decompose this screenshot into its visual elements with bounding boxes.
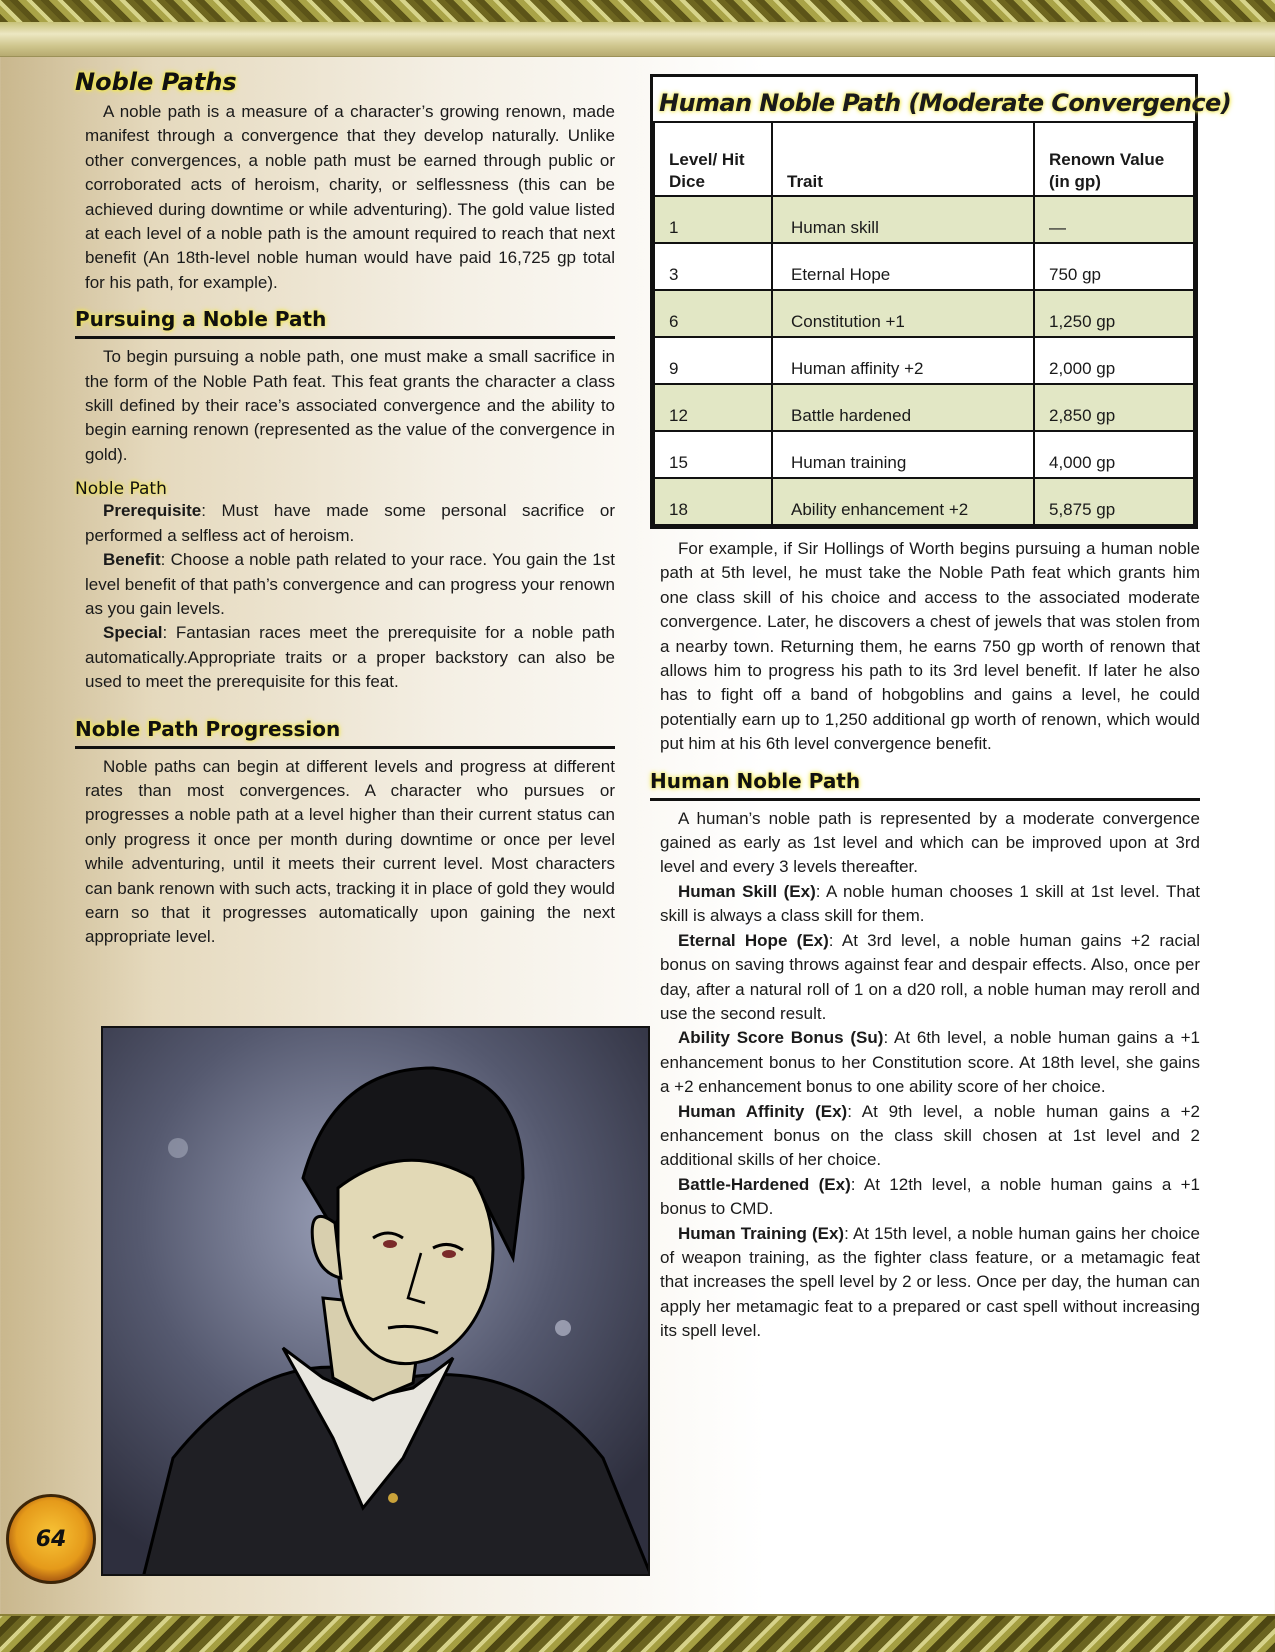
human-skill-label: Human Skill (Ex) bbox=[678, 881, 816, 901]
cell-renown: 2,000 gp bbox=[1034, 337, 1194, 384]
ability-score-text: : At 6th level, a noble human gains a +1 enhancement bonus to her Constitution score. At 18th level, she gains a +2 enhancement bonus to one ability score of her choice. bbox=[660, 1028, 1201, 1097]
cell-level: 6 bbox=[654, 290, 772, 337]
benefit-label: Benefit bbox=[103, 550, 161, 570]
human-training-label: Human Training (Ex) bbox=[678, 1223, 845, 1243]
table-row bbox=[654, 290, 1194, 337]
battle-hardened-text: : At 12th level, a noble human gains a +1 bonus to CMD. bbox=[660, 1174, 1200, 1219]
human-noble-path-table bbox=[650, 74, 1232, 529]
cell-trait: Eternal Hope bbox=[772, 243, 1034, 290]
cell-level: 9 bbox=[654, 337, 772, 384]
header-trait: Trait bbox=[772, 122, 1034, 196]
human-affinity-entry bbox=[650, 1100, 1200, 1173]
progression-title: Noble Path Progression bbox=[75, 717, 615, 749]
pursuing-title: Pursuing a Noble Path bbox=[75, 307, 615, 339]
header-renown: Renown Value (in gp) bbox=[1034, 122, 1194, 196]
portrait-drawing bbox=[103, 1028, 650, 1576]
table-row bbox=[654, 431, 1194, 478]
cell-renown: 2,850 gp bbox=[1034, 384, 1194, 431]
feat-benefit bbox=[75, 548, 615, 621]
example-paragraph: For example, if Sir Hollings of Worth begins pursuing a human noble path at 5th level, he must take the Noble Path feat which grants him one class skill of his choice and access to the associated moderate convergence. Later, he discovers a chest of jewels that was stolen from a nearby town. Returning them, he earns 750 gp worth of renown that allows him to progress his path to its 3rd level benefit. If later he also has to fight off a band of hobgoblins and gains a level, he could potentially earn up to 1,250 additional gp worth of renown, which would put him at his 6th level convergence benefit. bbox=[660, 539, 1200, 754]
noble-portrait-illustration bbox=[101, 1026, 650, 1576]
cell-level: 1 bbox=[654, 196, 772, 243]
top-parchment-band bbox=[0, 22, 1275, 57]
eternal-hope-entry bbox=[650, 929, 1200, 1027]
cell-renown: 5,875 gp bbox=[1034, 478, 1194, 525]
battle-hardened-label: Battle-Hardened (Ex) bbox=[678, 1174, 851, 1194]
pursuing-paragraph: To begin pursuing a noble path, one must make a small sacrifice in the form of the Noble Path feat. This feat grants the character a class skill defined by their race’s associated convergence and the ability to begin earning renown (represented as the value of the convergence in gold). bbox=[85, 347, 615, 464]
human-skill-text: : A noble human chooses 1 skill at 1st level. That skill is always a class skill for them. bbox=[660, 881, 1200, 926]
human-affinity-label: Human Affinity (Ex) bbox=[678, 1101, 848, 1121]
noble-paths-paragraph: A noble path is a measure of a character’s growing renown, made manifest through a convergence that they develop naturally. Unlike other convergences, a noble path must be earned through public or corroborated acts of heroism, charity, or selflessness (this can be achieved during downtime or while adventuring). The gold value listed at each level of a noble path is the amount required to reach that next benefit (An 18th-level noble human would have paid 16,725 gp total for his path, for example). bbox=[85, 102, 615, 292]
cell-renown: 4,000 gp bbox=[1034, 431, 1194, 478]
bottom-decorative-border bbox=[0, 1614, 1275, 1652]
special-text: : Fantasian races meet the prerequisite for a noble path automatically.Appropriate traits or a proper backstory can also be used to meet the prerequisite for this feat. bbox=[85, 623, 615, 692]
benefit-text: : Choose a noble path related to your race. You gain the 1st level benefit of that path’s convergence and can progress your renown as you gain levels. bbox=[85, 550, 615, 618]
human-training-entry bbox=[650, 1222, 1200, 1344]
table-row bbox=[654, 337, 1194, 384]
right-column bbox=[650, 74, 1232, 1344]
cell-renown: — bbox=[1034, 196, 1194, 243]
cell-trait: Human skill bbox=[772, 196, 1034, 243]
cell-trait: Human training bbox=[772, 431, 1034, 478]
eternal-hope-label: Eternal Hope (Ex) bbox=[678, 930, 829, 950]
human-intro-paragraph: A human’s noble path is represented by a moderate convergence gained as early as 1st level and which can be improved upon at 3rd level and every 3 levels thereafter. bbox=[660, 808, 1200, 877]
cell-renown: 750 gp bbox=[1034, 243, 1194, 290]
cell-trait: Constitution +1 bbox=[772, 290, 1034, 337]
ability-score-label: Ability Score Bonus (Su) bbox=[678, 1028, 884, 1048]
progression-paragraph: Noble paths can begin at different levels and progress at different rates than most convergences. A character who pursues or progresses a noble path at a level higher than their current status can only progress it once per month during downtime or once per level while adventuring, until it meets their current level. Most characters can bank renown with such acts, tracking it in place of gold they would earn so that it progresses automatically upon gaining the next appropriate level. bbox=[85, 756, 615, 947]
cell-level: 15 bbox=[654, 431, 772, 478]
feat-prerequisite bbox=[75, 499, 615, 548]
eternal-hope-text: : At 3rd level, a noble human gains +2 racial bonus on saving throws against fear and despair effects. Also, once per day, after a natural roll of 1 on a d20 roll, a noble human may reroll and use the second result. bbox=[660, 930, 1200, 1023]
human-affinity-text: : At 9th level, a noble human gains a +2 enhancement bonus on the class skill chosen at 1st level and 2 additional skills of her choice. bbox=[660, 1101, 1201, 1170]
table-row bbox=[654, 384, 1194, 431]
cell-trait: Ability enhancement +2 bbox=[772, 478, 1034, 525]
cell-trait: Battle hardened bbox=[772, 384, 1034, 431]
table-row bbox=[654, 478, 1194, 525]
battle-hardened-entry bbox=[650, 1173, 1200, 1222]
left-column bbox=[75, 68, 615, 950]
special-label: Special bbox=[103, 623, 163, 643]
prerequisite-text: : Must have made some personal sacrifice or performed a selfless act of heroism. bbox=[85, 501, 615, 545]
cell-level: 12 bbox=[654, 384, 772, 431]
table-row bbox=[654, 196, 1194, 243]
human-skill-entry bbox=[650, 880, 1200, 929]
progression-table bbox=[653, 121, 1195, 526]
table-title: Human Noble Path (Moderate Convergence) bbox=[659, 89, 1232, 117]
feat-special bbox=[75, 621, 615, 694]
top-decorative-border bbox=[0, 0, 1275, 22]
cell-renown: 1,250 gp bbox=[1034, 290, 1194, 337]
table-row bbox=[654, 243, 1194, 290]
noble-paths-title: Noble Paths bbox=[75, 68, 237, 96]
cell-level: 18 bbox=[654, 478, 772, 525]
table-header-row bbox=[654, 122, 1194, 196]
cell-trait: Human affinity +2 bbox=[772, 337, 1034, 384]
header-level: Level/ Hit Dice bbox=[654, 122, 772, 196]
feat-title: Noble Path bbox=[75, 479, 167, 500]
cell-level: 3 bbox=[654, 243, 772, 290]
prerequisite-label: Prerequisite bbox=[103, 501, 202, 521]
page-number-badge: 64 bbox=[6, 1494, 96, 1584]
human-noble-path-title: Human Noble Path bbox=[650, 769, 1200, 801]
ability-score-entry bbox=[650, 1026, 1200, 1099]
human-training-text: : At 15th level, a noble human gains her choice of weapon training, as the fighter class feature, or a metamagic feat that increases the spell level by 2 or less. Once per day, the human can apply her metamagic feat to a prepared or cast spell without increasing its spell level. bbox=[660, 1223, 1200, 1341]
